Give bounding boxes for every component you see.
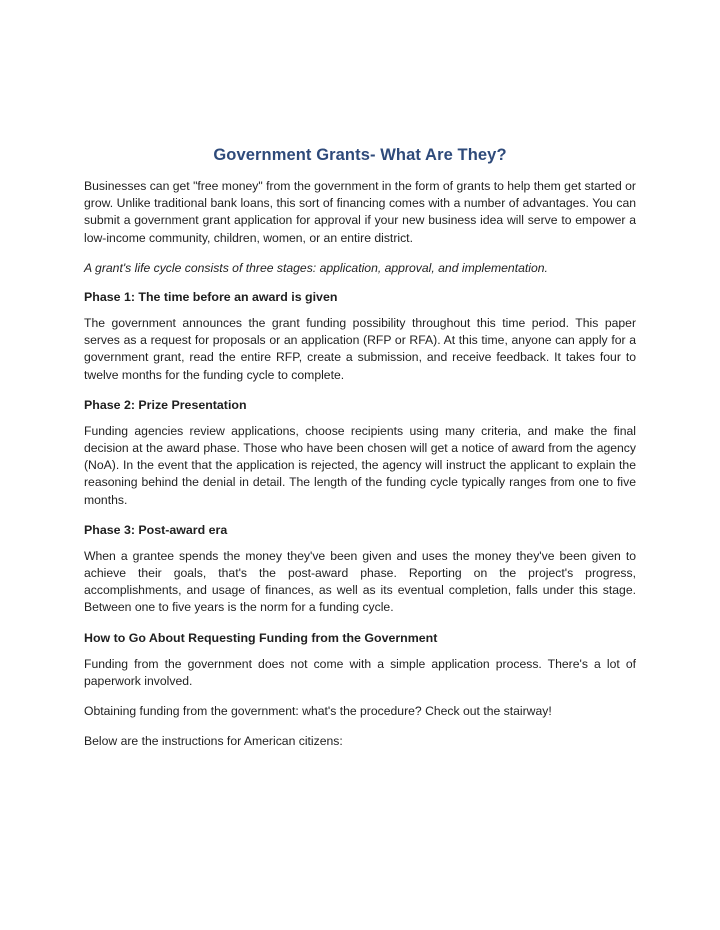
phase3-heading: Phase 3: Post-award era — [84, 522, 228, 537]
phase3-paragraph: When a grantee spends the money they've been given and uses the money they've been given to achieve their goals, that's the post-award phase. Reporting on the project's progress, accomplishments, and usage of finances, as well as its eventual completion, falls under this stage. Between one to five years is the norm for a funding cycle. — [84, 548, 636, 615]
howto-heading: How to Go About Requesting Funding from the Government — [84, 630, 438, 645]
howto-paragraph-2: Obtaining funding from the government: what's the procedure? Check out the stairway! — [84, 704, 552, 719]
phase1-heading: Phase 1: The time before an award is given — [84, 290, 338, 305]
intro-paragraph: Businesses can get "free money" from the government in the form of grants to help them get started or grow. Unlike traditional bank loans, this sort of financing comes with a number of advantages. You can submit a government grant application for approval if your new business idea will serve to empower a low-income community, children, women, or an entire district. — [84, 179, 636, 245]
howto-paragraph-3: Below are the instructions for American citizens: — [84, 734, 343, 749]
lifecycle-paragraph: A grant's life cycle consists of three stages: application, approval, and implementation. — [84, 260, 548, 275]
document-title: Government Grants- What Are They? — [213, 146, 507, 164]
document-page — [84, 146, 636, 763]
phase1-paragraph: The government announces the grant funding possibility throughout this time period. This paper serves as a request for proposals or an application (RFP or RFA). At this time, anyone can apply for a government grant, read the entire RFP, create a submission, and receive feedback. It takes four to twelve months for the funding cycle to complete. — [84, 316, 636, 382]
phase2-heading: Phase 2: Prize Presentation — [84, 397, 247, 412]
phase2-paragraph: Funding agencies review applications, choose recipients using many criteria, and make the final decision at the award phase. Those who have been chosen will get a notice of award from the agency (NoA). In the event that the application is rejected, the agency will instruct the applicant to explain the reasoning behind the denial in detail. The length of the funding cycle typically ranges from one to five months. — [84, 423, 636, 507]
howto-paragraph-1: Funding from the government does not come with a simple application process. There's a lot of paperwork involved. — [84, 656, 636, 688]
